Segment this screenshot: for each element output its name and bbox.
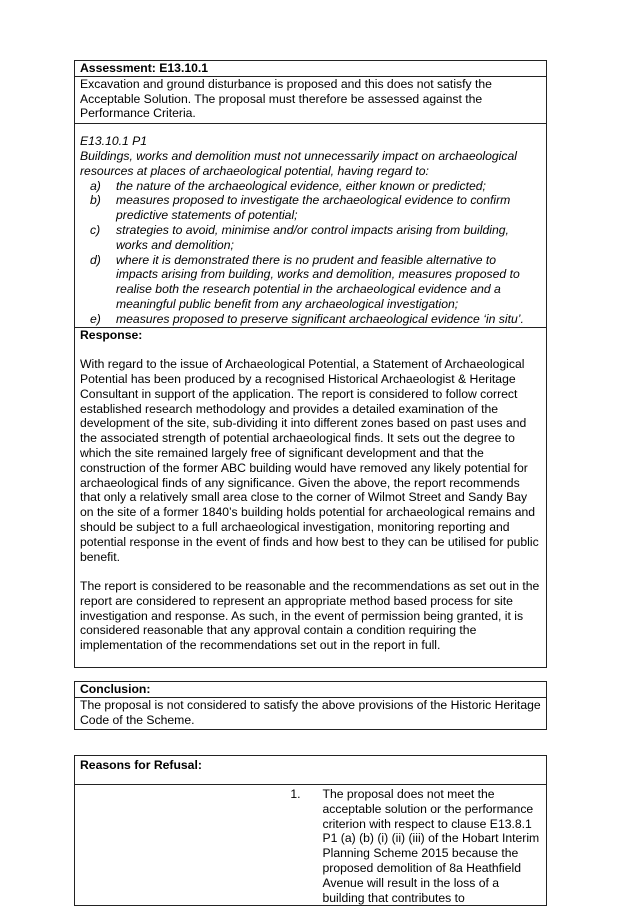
conclusion-table: [74, 681, 547, 730]
criterion-row: [75, 124, 547, 327]
criterion-text: Buildings, works and demolition must not unnecessarily impact on archaeological resources at places of archaeological potential, having regard to:: [80, 148, 517, 178]
criteria-marker: a): [90, 178, 101, 193]
criteria-text: measures proposed to investigate the archaeological evidence to confirm predictive statements of potential;: [116, 193, 511, 223]
criteria-marker: e): [90, 311, 101, 326]
response-heading: Response:: [80, 327, 143, 342]
refusal-heading: Reasons for Refusal:: [80, 758, 202, 772]
conclusion-text: The proposal is not considered to satisfy the above provisions of the Historic Heritage Code of the Scheme.: [80, 697, 541, 727]
criteria-marker: c): [90, 222, 101, 237]
conclusion-heading-cell: [75, 682, 547, 698]
criterion-cell: [75, 124, 547, 327]
spacer: [80, 564, 541, 579]
refusal-table: [74, 755, 547, 906]
refusal-item-text: The proposal does not meet the acceptable solution or the performance criterion with respect to clause E13.8.1 P1 (a) (b) (i) (ii) (iii) of the Hobart Interim Planning Scheme 2015 because the proposed demolition of 8a Heathfield Avenue will result in the loss of a building that contributes to: [322, 787, 540, 905]
assessment-table: [74, 60, 547, 668]
criteria-text: the nature of the archaeological evidence, either known or predicted;: [116, 178, 486, 193]
criteria-marker: d): [90, 252, 101, 267]
refusal-heading-row: [75, 756, 547, 785]
refusal-item-row: [75, 785, 547, 906]
response-paragraph-1: With regard to the issue of Archaeological Potential, a Statement of Archaeological Potential has been produced by a recognised Historical Archaeologist & Heritage Consultant in support of the application. The report is considered to follow correct established research methodology and provides a detailed examination of the development of the site, sub-dividing it into different zones based on past uses and the associated strength of potential archaeological finds. It sets out the degree to which the site remained largely free of significant development and that the construction of the former ABC building would have removed any likely potential for archaeological finds of any significance. Given the above, the report recommends that only a relatively small area close to the corner of Wilmot Street and Sandy Bay on the site of a former 1840’s building holds potential for archaeological remains and should be subject to a full archaeological investigation, monitoring reporting and potential response in the event of finds and how best to they can be utilised for public benefit.: [80, 357, 539, 564]
assessment-heading-cell: [75, 61, 547, 77]
criterion-ref: E13.10.1 P1: [80, 134, 148, 149]
conclusion-text-cell: [75, 697, 547, 730]
assessment-text-cell: [75, 76, 547, 123]
assessment-text-row: [75, 76, 547, 123]
criteria-text: measures proposed to preserve significant archaeological evidence ‘in situ’.: [116, 311, 524, 326]
criteria-text: where it is demonstrated there is no prudent and feasible alternative to impacts arising from building, works and demolition, measures proposed to realise both the research potential in the archaeological evidence and a meaningful public benefit from any archaeological investigation;: [116, 252, 520, 311]
assessment-heading: Assessment: E13.10.1: [80, 61, 209, 75]
criteria-text: strategies to avoid, minimise and/or control impacts arising from building, works and demolition;: [116, 222, 509, 252]
criteria-marker: b): [90, 193, 101, 208]
criteria-item-e: [90, 311, 541, 327]
refusal-item-number: 1.: [290, 787, 301, 801]
criteria-item-a: [90, 178, 541, 194]
conclusion-text-row: [75, 697, 547, 730]
assessment-heading-row: [75, 61, 547, 77]
response-row: [75, 327, 547, 668]
spacer: [80, 342, 541, 357]
assessment-text: Excavation and ground disturbance is proposed and this does not satisfy the Acceptable Solution. The proposal must therefore be assessed against the Performance Criteria.: [80, 76, 492, 121]
response-cell: [75, 327, 547, 668]
criteria-item-b: [90, 193, 541, 223]
refusal-heading-cell: [75, 756, 547, 785]
criteria-item-c: [90, 222, 541, 253]
criteria-item-d: [90, 252, 541, 312]
conclusion-heading: Conclusion:: [80, 682, 151, 696]
refusal-item-number-cell: [75, 785, 311, 906]
refusal-item-text-cell: [311, 785, 547, 906]
criteria-list: [80, 179, 541, 327]
conclusion-heading-row: [75, 682, 547, 698]
response-paragraph-2: The report is considered to be reasonable and the recommendations as set out in the report are considered to represent an appropriate method based process for site investigation and response. As such, in the event of permission being granted, it is considered reasonable that any approval contain a condition requiring the implementation of the recommendations set out in the report in full.: [80, 579, 540, 653]
